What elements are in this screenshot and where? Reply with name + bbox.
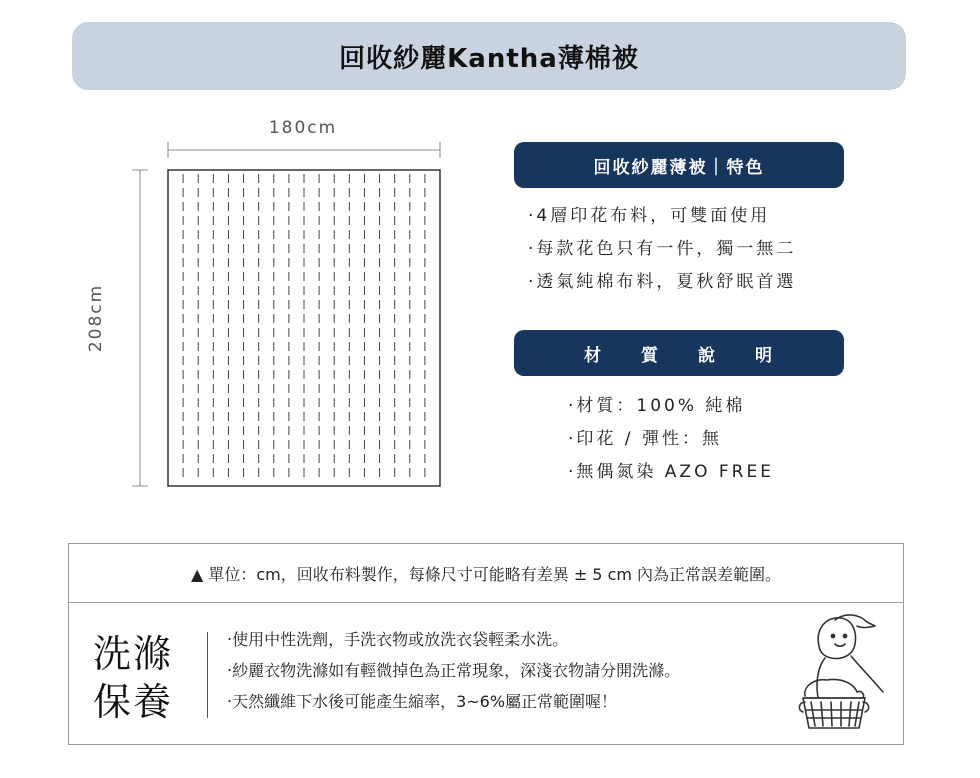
unit-note bbox=[69, 544, 903, 603]
feature-item: ‧每款花色只有一件，獨一無二 bbox=[528, 239, 797, 259]
care-note-box bbox=[68, 543, 904, 745]
feature-item: ‧4層印花布料，可雙面使用 bbox=[528, 206, 771, 226]
height-dimension-label: 208cm bbox=[86, 283, 106, 353]
unit-note-text: ▲ 單位：cm，回收布料製作，每條尺寸可能略有差異 ± 5 cm 內為正常誤差範圍。 bbox=[190, 564, 782, 584]
care-title-line: 保養 bbox=[93, 680, 174, 724]
material-heading-char: 質 bbox=[641, 345, 660, 366]
page-title: 回收紗麗Kantha薄棉被 bbox=[339, 43, 639, 74]
features-heading bbox=[514, 142, 844, 188]
material-heading-char: 材 bbox=[584, 345, 603, 366]
care-item: ‧使用中性洗劑，手洗衣物或放洗衣袋輕柔水洗。 bbox=[227, 630, 569, 649]
quilt-size-diagram bbox=[100, 110, 460, 500]
care-title-line: 洗滌 bbox=[93, 632, 174, 676]
care-item: ‧紗麗衣物洗滌如有輕微掉色為正常現象，深淺衣物請分開洗滌。 bbox=[227, 661, 681, 680]
width-dimension-label: 180cm bbox=[268, 118, 338, 138]
material-item: ‧材質：100% 純棉 bbox=[568, 396, 746, 416]
care-divider bbox=[207, 632, 208, 718]
laundry-mascot-icon bbox=[775, 606, 895, 734]
material-list bbox=[568, 390, 774, 489]
features-list bbox=[528, 200, 796, 299]
material-heading bbox=[514, 330, 844, 376]
care-instructions bbox=[227, 624, 680, 717]
material-item: ‧無偶氮染 AZO FREE bbox=[568, 462, 774, 482]
care-title bbox=[93, 630, 183, 726]
care-item: ‧天然纖維下水後可能產生縮率，3~6%屬正常範圍喔！ bbox=[227, 692, 618, 711]
features-heading-text: 回收紗麗薄被｜特色 bbox=[593, 157, 765, 178]
title-banner bbox=[72, 22, 906, 90]
feature-item: ‧透氣純棉布料，夏秋舒眠首選 bbox=[528, 272, 797, 292]
material-heading-char: 明 bbox=[755, 345, 774, 366]
material-heading-char: 說 bbox=[698, 345, 717, 366]
material-item: ‧印花 / 彈性：無 bbox=[568, 429, 722, 449]
